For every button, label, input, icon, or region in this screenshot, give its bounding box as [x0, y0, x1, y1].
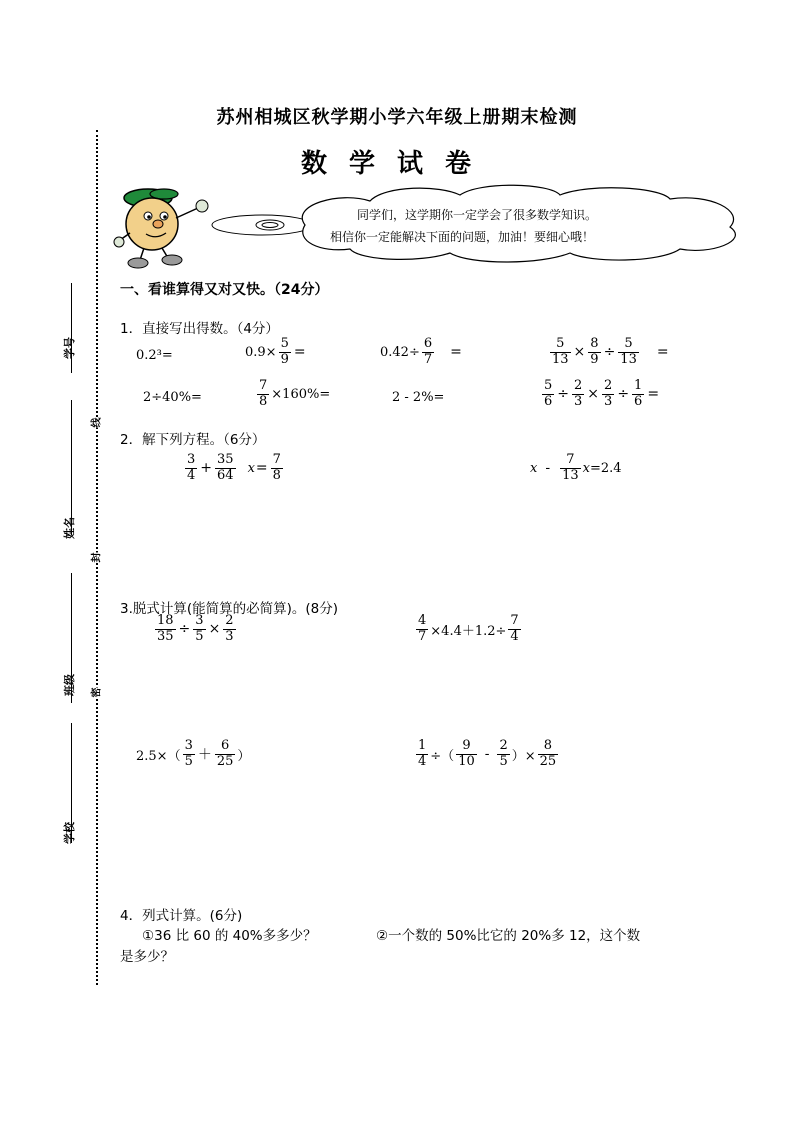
speech-line-2: 相信你一定能解决下面的问题，加油！要细心哦！	[330, 230, 595, 244]
equals-sign: =	[450, 344, 462, 361]
fraction: $\frac{2}{5}$	[499, 738, 508, 769]
q1-item-3	[380, 337, 463, 368]
fraction: $\frac{4}{7}$	[418, 613, 427, 644]
q1-item-8	[540, 379, 660, 410]
divide-sign: ÷	[603, 344, 616, 361]
fraction: $\frac{2}{3}$	[604, 378, 613, 409]
fraction: $\frac{2}{3}$	[225, 613, 234, 644]
q3-expression-1	[153, 614, 238, 645]
q1-item-7: 2 - 2%=	[392, 390, 445, 405]
fraction: $\frac{18}{35}$	[157, 613, 174, 644]
fraction: $\frac{6}{25}$	[216, 738, 234, 769]
fraction: $\frac{7}{8}$	[259, 378, 268, 409]
fraction: $\frac{3}{5}$	[184, 738, 193, 769]
divide-open-paren: ÷（	[430, 748, 455, 764]
name-line	[71, 400, 72, 535]
times-sign: ×	[587, 386, 600, 403]
seal-mark-secret: 密	[88, 688, 103, 698]
fraction: $\frac{7}{8}$	[272, 452, 281, 483]
times-sign: ×	[208, 621, 221, 638]
name-label: 姓名	[63, 517, 76, 539]
plus-sign: +	[200, 460, 213, 477]
student-id-label: 学号	[63, 337, 76, 359]
q2-equation-2	[530, 453, 622, 484]
seal-mark-line: 线	[88, 418, 103, 428]
exam-title: 苏州相城区秋学期小学六年级上册期末检测	[216, 107, 578, 128]
mascot-illustration	[110, 178, 220, 270]
fraction: $\frac{5}{6}$	[544, 378, 553, 409]
q1-item-4	[548, 337, 670, 368]
q4-problem-1: ①36 比 60 的 40%多多少？	[142, 928, 317, 944]
q3-title: 3.脱式计算(能简算的必简算)。(8分)	[120, 601, 339, 617]
fraction: $\frac{5}{9}$	[280, 336, 289, 367]
seal-mark-seal: 封	[88, 553, 103, 563]
q1-item-6-text: ×160%=	[271, 386, 331, 402]
plus-sign: ＋	[197, 747, 212, 764]
q1-item-5: 2÷40%=	[143, 390, 202, 405]
q4-title: 4．列式计算。(6分)	[120, 908, 243, 924]
section-1-title: 一、看谁算得又对又快。（24分）	[120, 282, 329, 298]
variable-x: x	[247, 460, 255, 476]
q3-expression-4	[414, 739, 560, 770]
q1-item-3-text: 0.42÷	[380, 344, 420, 360]
equals-sign: =	[255, 460, 268, 477]
speech-cloud	[210, 183, 750, 263]
expression-middle: ×4.4＋1.2÷	[430, 623, 507, 639]
q2-equation-1	[183, 453, 285, 484]
fraction: $\frac{35}{64}$	[217, 452, 234, 483]
divide-sign: ÷	[617, 386, 630, 403]
minus-sign: -	[484, 746, 490, 763]
q1-item-2-text: 0.9×	[245, 344, 277, 360]
equals-sign: =	[656, 344, 669, 361]
divide-sign: ÷	[557, 386, 570, 403]
fraction: $\frac{7}{4}$	[510, 613, 519, 644]
fraction: $\frac{6}{7}$	[423, 336, 433, 367]
fraction: $\frac{1}{4}$	[418, 738, 427, 769]
fraction: $\frac{3}{5}$	[195, 613, 204, 644]
fraction: $\frac{7}{13}$	[562, 452, 579, 483]
q1-title: 1．直接写出得数。（4分）	[120, 321, 279, 337]
exam-subtitle: 数学试卷	[300, 149, 493, 179]
q1-item-6	[255, 379, 330, 410]
speech-line-1: 同学们，这学期你一定学会了很多数学知识。	[357, 208, 598, 222]
q3-expression-2	[414, 614, 523, 645]
variable-x: x	[530, 460, 538, 476]
variable-x: x	[582, 460, 590, 476]
q1-item-1: 0.2³=	[136, 348, 173, 363]
close-paren-times: ）×	[511, 748, 536, 764]
fraction: $\frac{2}{3}$	[574, 378, 583, 409]
class-label: 班级	[63, 674, 76, 696]
school-label: 学校	[63, 822, 76, 844]
fraction: $\frac{5}{13}$	[552, 336, 569, 367]
expression-prefix: 2.5×（	[136, 748, 181, 764]
divide-sign: ÷	[178, 621, 191, 638]
fraction: $\frac{8}{25}$	[539, 738, 557, 769]
fraction: $\frac{8}{9}$	[590, 336, 599, 367]
times-sign: ×	[573, 344, 586, 361]
equals-sign: =	[293, 344, 306, 361]
fraction: $\frac{3}{4}$	[187, 452, 196, 483]
q4-problem-2-continued: 是多少？	[120, 949, 174, 965]
fraction: $\frac{5}{13}$	[620, 336, 637, 367]
student-id-line	[71, 283, 72, 373]
q4-problem-2: ②一个数的 50%比它的 20%多 12，这个数	[376, 928, 641, 944]
q2-title: 2．解下列方程。（6分）	[120, 432, 266, 448]
equation-rhs: =2.4	[589, 460, 622, 476]
fraction: $\frac{9}{10}$	[458, 738, 475, 769]
q3-expression-3	[136, 739, 250, 770]
minus-sign: -	[545, 460, 551, 477]
fraction: $\frac{1}{6}$	[634, 378, 643, 409]
q1-item-2	[245, 337, 307, 368]
equals-sign: =	[647, 386, 660, 403]
expression-suffix: ）	[237, 748, 251, 764]
